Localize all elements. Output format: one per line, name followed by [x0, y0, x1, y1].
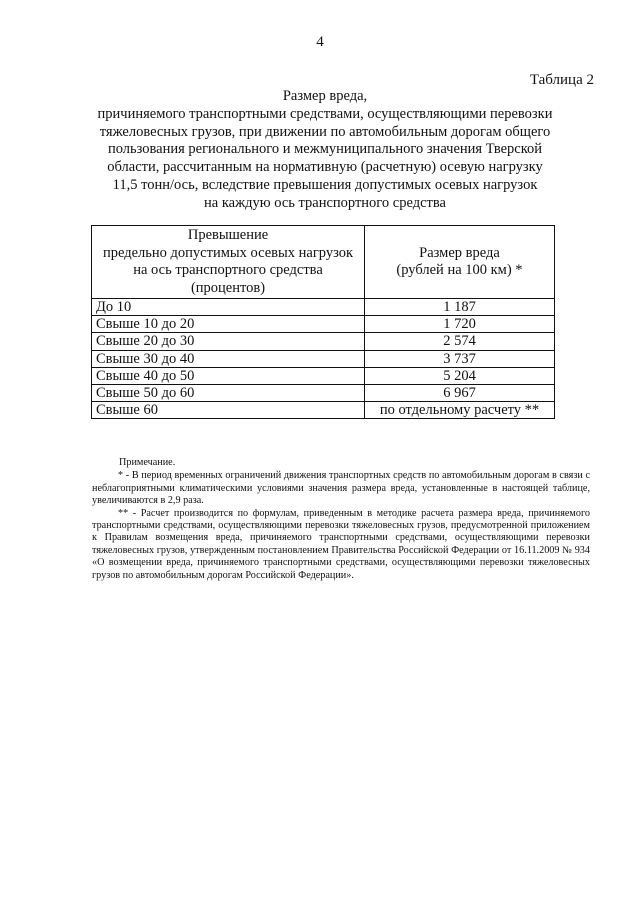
row-value: 6 967 [365, 384, 555, 401]
page-number: 4 [316, 34, 324, 50]
row-range: Свыше 30 до 40 [92, 350, 365, 367]
header-overload [92, 226, 365, 299]
table-title [90, 88, 560, 213]
table-row [92, 316, 555, 333]
row-range: Свыше 60 [92, 402, 365, 419]
header-line: Превышение [187, 227, 269, 243]
table-row [92, 367, 555, 384]
table-row [92, 333, 555, 350]
header-harm-size [365, 226, 555, 299]
note-double-asterisk: ** - Расчет производится по формулам, приведенным в методике расчета размера вреда, причиняемого транспортными средствами, осуществляющими перевозки тяжеловесных грузов, предусмотренной приложением к Правилам возмещения вреда, причиняемого транспортными средствами, осуществляющими перевозки тяжеловесных грузов, утвержденным постановлением Правительства Российской Федерации от 16.11.2009 № 934 «О возмещении вреда, причиняемого транспортными средствами, осуществляющими перевозки тяжеловесных грузов по автомобильным дорогам Российской Федерации». [92, 507, 590, 581]
row-value: 2 574 [365, 333, 555, 350]
row-value: по отдельному расчету ** [365, 402, 555, 419]
row-range: До 10 [92, 299, 365, 316]
row-range: Свыше 10 до 20 [92, 316, 365, 333]
row-value: 1 187 [365, 299, 555, 316]
header-line: предельно допустимых осевых нагрузок [102, 244, 354, 261]
title-line: пользования регионального и межмуниципального значения Тверской [107, 141, 543, 158]
title-line: 11,5 тонн/ось, вследствие превышения допустимых осевых нагрузок [112, 176, 538, 193]
harm-table [91, 225, 555, 419]
header-line: (рублей на 100 км) * [396, 262, 523, 278]
title-line: причиняемого транспортными средствами, осуществляющими перевозки [97, 105, 553, 122]
row-value: 3 737 [365, 350, 555, 367]
row-range: Свыше 40 до 50 [92, 367, 365, 384]
table-row [92, 350, 555, 367]
row-range: Свыше 20 до 30 [92, 333, 365, 350]
notes-section [92, 457, 590, 582]
table-label: Таблица 2 [529, 72, 594, 88]
title-line: области, рассчитанным на нормативную (расчетную) осевую нагрузку [107, 159, 543, 176]
notes-heading: Примечание. [119, 457, 176, 468]
table-row [92, 402, 555, 419]
row-value: 5 204 [365, 367, 555, 384]
title-line: тяжеловесных грузов, при движении по автомобильным дорогам общего [99, 123, 551, 140]
header-line: (процентов) [190, 279, 266, 296]
row-range: Свыше 50 до 60 [92, 384, 365, 401]
table-header-row [92, 226, 555, 299]
table-row [92, 384, 555, 401]
row-value: 1 720 [365, 316, 555, 333]
table-row [92, 299, 555, 316]
header-line: на ось транспортного средства [133, 262, 323, 278]
header-line: Размер вреда [419, 244, 500, 261]
title-line: Размер вреда, [282, 88, 368, 104]
note-single-asterisk: * - В период временных ограничений движения транспортных средств по автомобильным дорогам в связи с неблагоприятными климатическими условиями значения размера вреда, установленные в настоящей таблице, увеличиваются в 2,9 раза. [92, 470, 590, 507]
title-line: на каждую ось транспортного средства [204, 194, 446, 211]
